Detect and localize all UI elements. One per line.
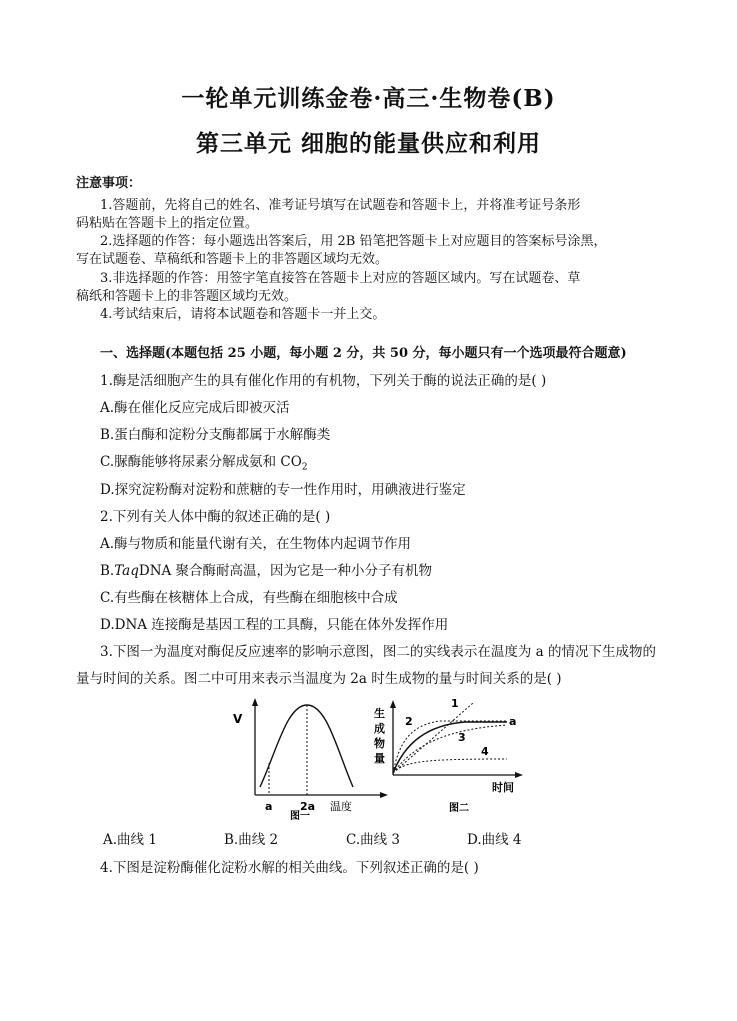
notice-line-6: 稿纸和答题卡上的非答题区域均无效。 bbox=[76, 289, 298, 304]
q3-figures bbox=[215, 695, 545, 820]
q4-stem: 4.下图是淀粉酶催化淀粉水解的相关曲线。下列叙述正确的是( ) bbox=[100, 860, 479, 876]
fig2-x-arrow bbox=[515, 772, 523, 778]
fig2-label-1: 1 bbox=[451, 697, 459, 710]
fig1-x-label: 温度 bbox=[330, 800, 352, 813]
fig1-tick-a: a bbox=[265, 800, 273, 813]
fig2-y-label-4: 量 bbox=[374, 752, 385, 765]
notice-line-3: 2.选择题的作答：每小题选出答案后，用 2B 铅笔把答题卡上对应题目的答案标号涂黑， bbox=[100, 234, 607, 249]
q1-option-c-subscript: 2 bbox=[301, 462, 308, 473]
fig1-y-arrow bbox=[252, 698, 258, 706]
q2-option-b-rest: DNA 聚合酶耐高温，因为它是一种小分子有机物 bbox=[138, 563, 433, 579]
fig2-curve-4 bbox=[393, 759, 507, 773]
fig2-y-label-3: 物 bbox=[374, 737, 385, 750]
q1-option-b: B.蛋白酶和淀粉分支酶都属于水解酶类 bbox=[100, 427, 331, 443]
fig2-label-4: 4 bbox=[481, 745, 489, 758]
fig1-x-arrow bbox=[380, 792, 388, 798]
fig1-y-label: V bbox=[233, 712, 243, 726]
fig2-curve-a bbox=[393, 722, 507, 773]
notice-line-1: 1.答题前，先将自己的姓名、准考证号填写在试题卷和答题卡上，并将准考证号条形 bbox=[100, 198, 581, 213]
q2-option-b-prefix: B. bbox=[100, 563, 115, 579]
fig1-caption: 图一 bbox=[290, 811, 310, 820]
notice-line-4: 写在试题卷、草稿纸和答题卡上的非答题区域均无效。 bbox=[76, 252, 389, 267]
q2-option-c: C.有些酶在核糖体上合成，有些酶在细胞核中合成 bbox=[100, 590, 398, 606]
q3-stem-line-2: 量与时间的关系。图二中可用来表示当温度为 2a 时生成物的量与时间关系的是( ) bbox=[76, 671, 562, 687]
q1-option-c bbox=[100, 450, 308, 473]
q3-stem-line-1: 3.下图一为温度对酶促反应速率的影响示意图，图二的实线表示在温度为 a 的情况下生成物的 bbox=[100, 644, 657, 660]
fig2-curve-2 bbox=[393, 721, 507, 773]
q3-option-d: D.曲线 4 bbox=[467, 832, 522, 848]
q2-option-d: D.DNA 连接酶是基因工程的工具酶，只能在体外发挥作用 bbox=[100, 617, 449, 633]
q3-option-b: B.曲线 2 bbox=[224, 832, 279, 848]
fig2-label-2: 2 bbox=[405, 715, 413, 728]
q2-option-b bbox=[100, 559, 432, 579]
fig2-curve-3 bbox=[393, 725, 507, 773]
q2-option-a: A.酶与物质和能量代谢有关，在生物体内起调节作用 bbox=[100, 536, 412, 552]
notice-heading: 注意事项： bbox=[76, 176, 142, 191]
paper-title: 一轮单元训练金卷·高三·生物卷(B) bbox=[181, 85, 556, 112]
fig2-x-label: 时间 bbox=[492, 781, 514, 794]
q3-option-a: A.曲线 1 bbox=[103, 832, 157, 848]
fig2-label-a: a bbox=[509, 715, 517, 728]
q2-stem: 2.下列有关人体中酶的叙述正确的是( ) bbox=[100, 509, 331, 525]
q1-option-d: D.探究淀粉酶对淀粉和蔗糖的专一性作用时，用碘液进行鉴定 bbox=[100, 482, 466, 498]
notice-line-5: 3.非选择题的作答：用签字笔直接答在答题卡上对应的答题区域内。写在试题卷、草 bbox=[100, 271, 581, 286]
q3-option-c: C.曲线 3 bbox=[346, 832, 401, 848]
notice-line-2: 码粘贴在答题卡上的指定位置。 bbox=[76, 216, 259, 231]
fig2-y-label-1: 生 bbox=[374, 707, 385, 720]
fig2-caption: 图二 bbox=[449, 803, 469, 814]
fig2-label-3: 3 bbox=[458, 731, 466, 744]
q2-option-b-italic: Taq bbox=[114, 563, 139, 579]
unit-title: 第三单元 细胞的能量供应和利用 bbox=[195, 130, 541, 157]
q1-stem: 1.酶是活细胞产生的具有催化作用的有机物，下列关于酶的说法正确的是( ) bbox=[100, 373, 547, 389]
notice-line-7: 4.考试结束后，请将本试题卷和答题卡一并上交。 bbox=[100, 307, 386, 322]
fig2-y-label-2: 成 bbox=[374, 722, 385, 735]
figure-1 bbox=[233, 698, 388, 820]
fig2-y-arrow bbox=[390, 700, 396, 708]
figure-2 bbox=[374, 697, 523, 814]
section-heading: 一、选择题(本题包括 25 小题，每小题 2 分，共 50 分，每小题只有一个选项最符合题意) bbox=[100, 346, 627, 361]
q1-option-a: A.酶在催化反应完成后即被灭活 bbox=[100, 400, 290, 416]
fig1-tick-2a: 2a bbox=[300, 800, 316, 813]
q1-option-c-text: C.脲酶能够将尿素分解成氨和 CO bbox=[100, 454, 302, 470]
